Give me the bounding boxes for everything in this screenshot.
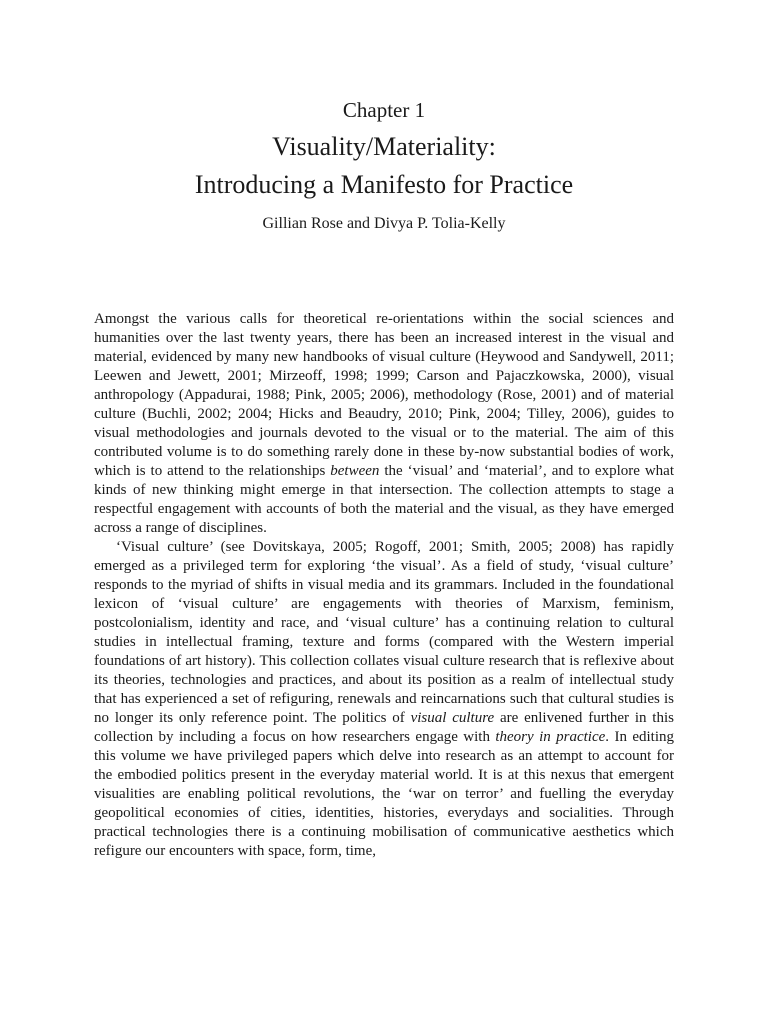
paragraph-1-text-b: the ‘visual’ and ‘material’, and to explore what kinds of new thinking might emerge in that intersection. The collection attempts to stage a respectful engagement with accounts of both the material and the visual, as they have emerged across a range of disciplines. (94, 463, 674, 536)
paragraph-2-text-a: ‘Visual culture’ (see Dovitskaya, 2005; Rogoff, 2001; Smith, 2005; 2008) has rapidly emerged as a privileged term for exploring ‘the visual’. As a field of study, ‘visual culture’ responds to the myriad of shifts in visual media and its grammars. Included in the foundational lexicon of ‘visual culture’ are engagements with theories of Marxism, feminism, postcolonialism, identity and race, and ‘visual culture’ has a continuing relation to cultural studies in intellectual framing, texture and forms (compared with the Western imperial foundations of art history). This collection collates visual culture research that is reflexive about its theories, technologies and practices, and about its position as a realm of intellectual study that has experienced a set of refiguring, renewals and reincarnations such that cultural studies is no longer its only reference point. The politics of (94, 539, 674, 726)
paragraph-2-italic-theory-in-practice: theory in practice (495, 729, 606, 745)
paragraph-2-text-c: . In editing this volume we have privileged papers which delve into research as an attempt to account for the embodied politics present in the everyday material world. It is at this nexus that emergent visualities are enabling political revolutions, the ‘war on terror’ and fuelling the everyday geopolitical economies of cities, identities, histories, everydays and socialities. Through practical technologies there is a continuing mobilisation of communicative aesthetics which refigure our encounters with space, form, time, (94, 729, 674, 859)
paragraph-2-text-b: are enlivened further in this collection by including a focus on how researchers engage with (94, 710, 674, 745)
body-text (94, 310, 674, 861)
chapter-title-line-2: Introducing a Manifesto for Practice (194, 170, 574, 199)
paragraph-1-text-a: Amongst the various calls for theoretical re-orientations within the social sciences and humanities over the last twenty years, there has been an increased interest in the visual and material, evidenced by many new handbooks of visual culture (Heywood and Sandywell, 2011; Leewen and Jewett, 2001; Mirzeoff, 1998; 1999; Carson and Pajaczkowska, 2000), visual anthropology (Appadurai, 1988; Pink, 2005; 2006), methodology (Rose, 2001) and of material culture (Buchli, 2002; 2004; Hicks and Beaudry, 2010; Pink, 2004; Tilley, 2006), guides to visual methodologies and journals devoted to the visual or to the material. The aim of this contributed volume is to do something rarely done in these by-now substantial bodies of work, which is to attend to the relationships (94, 311, 674, 479)
chapter-authors: Gillian Rose and Divya P. Tolia-Kelly (262, 215, 506, 232)
paragraph-2 (94, 538, 674, 861)
chapter-title-line-1: Visuality/Materiality: (272, 132, 496, 161)
paragraph-1-italic-between: between (330, 463, 380, 479)
chapter-title (0, 128, 768, 204)
paragraph-1 (94, 310, 674, 538)
chapter-number: Chapter 1 (342, 98, 426, 122)
paragraph-2-italic-visual-culture: visual culture (410, 710, 495, 726)
